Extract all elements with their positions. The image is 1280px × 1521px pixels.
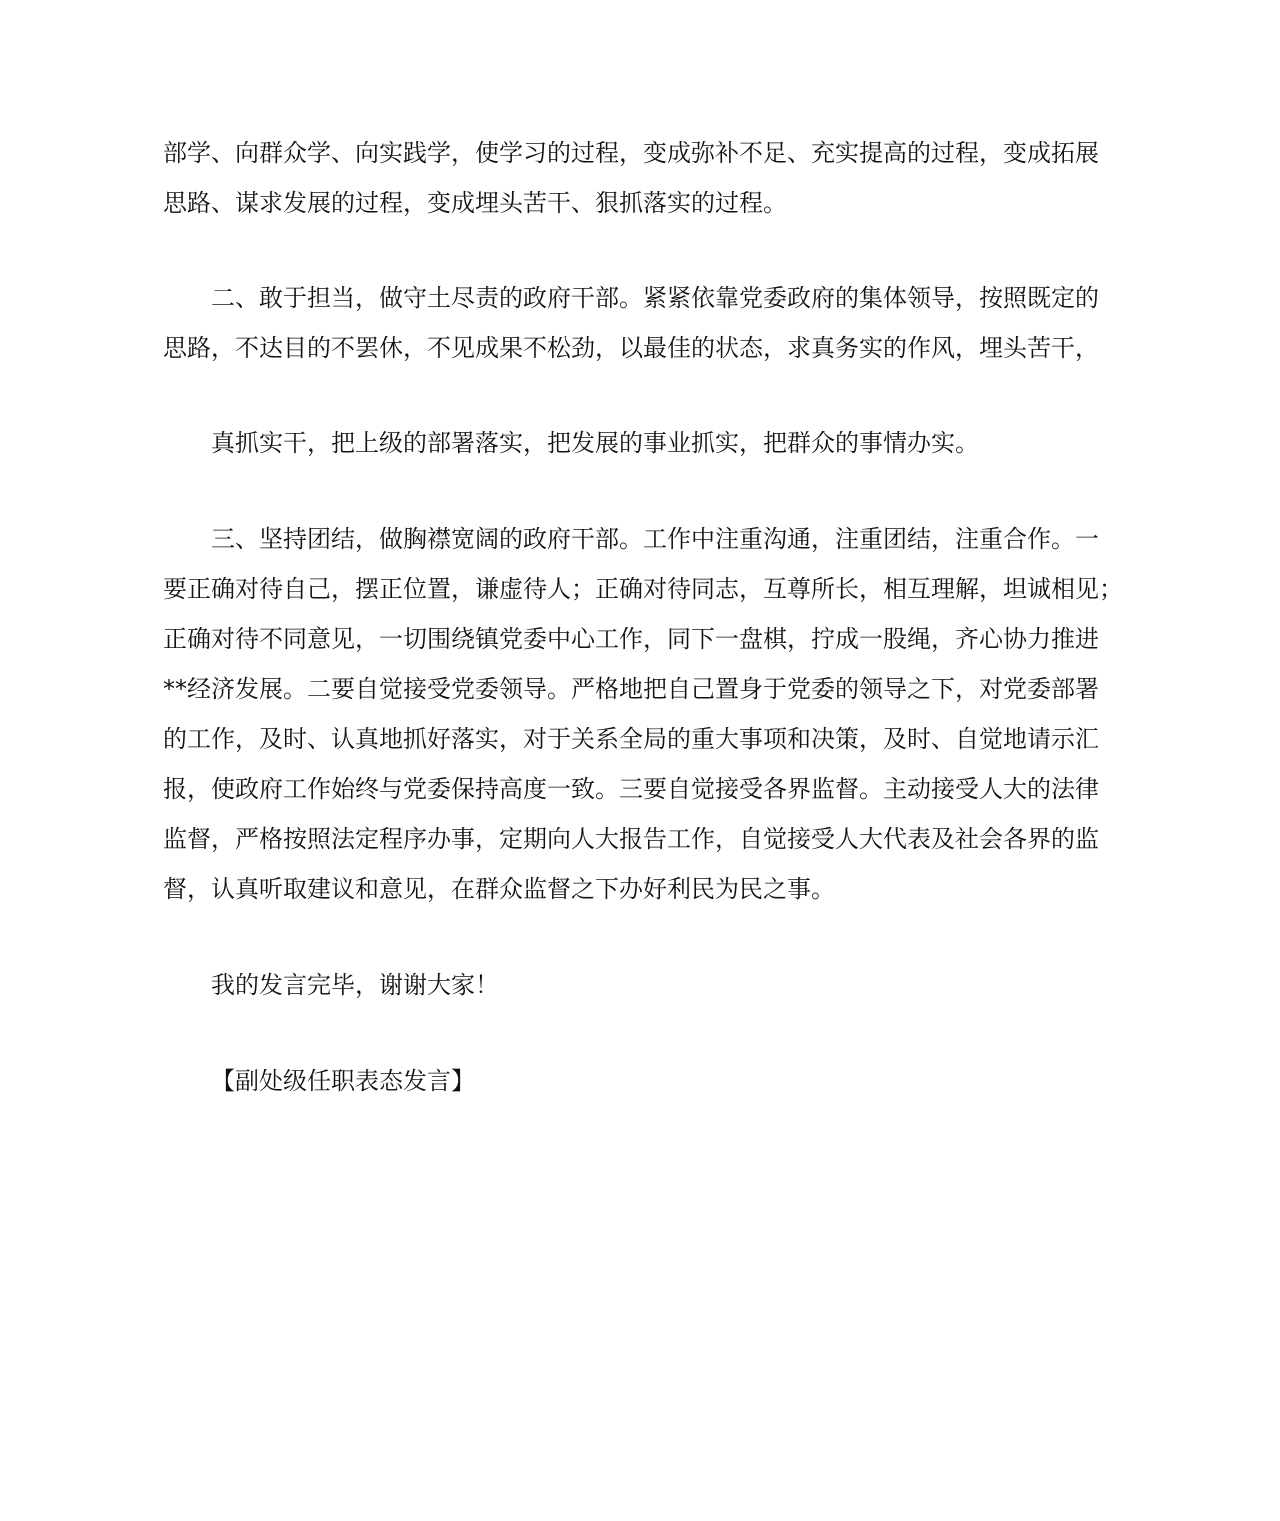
text-line: **经济发展。二要自觉接受党委领导。严格地把自己置身于党委的领导之下，对党委部署 [163, 675, 1099, 703]
text-line: 督，认真听取建议和意见，在群众监督之下办好利民为民之事。 [163, 875, 835, 903]
text-line: 思路，不达目的不罢休，不见成果不松劲，以最佳的状态，求真务实的作风，埋头苦干， [163, 334, 1099, 362]
paragraph-continuation [163, 128, 1123, 228]
text-line: 部学、向群众学、向实践学，使学习的过程，变成弥补不足、充实提高的过程，变成拓展 [163, 139, 1099, 167]
text-line: 我的发言完毕，谢谢大家！ [211, 971, 499, 999]
paragraph-closing [163, 960, 1123, 1010]
text-line: 的工作，及时、认真地抓好落实，对于关系全局的重大事项和决策，及时、自觉地请示汇 [163, 725, 1099, 753]
text-line: 要正确对待自己，摆正位置，谦虚待人；正确对待同志，互尊所长，相互理解，坦诚相见； [163, 575, 1123, 603]
text-line: 报，使政府工作始终与党委保持高度一致。三要自觉接受各界监督。主动接受人大的法律 [163, 775, 1099, 803]
text-line: 思路、谋求发展的过程，变成埋头苦干、狠抓落实的过程。 [163, 189, 787, 217]
paragraph-section-three [163, 514, 1123, 914]
paragraph-section-two-continued [163, 418, 1123, 468]
text-line: 正确对待不同意见，一切围绕镇党委中心工作，同下一盘棋，拧成一股绳，齐心协力推进 [163, 625, 1099, 653]
text-line: 真抓实干，把上级的部署落实，把发展的事业抓实，把群众的事情办实。 [211, 429, 979, 457]
text-line: 二、敢于担当，做守土尽责的政府干部。紧紧依靠党委政府的集体领导，按照既定的 [211, 284, 1099, 312]
text-line: 三、坚持团结，做胸襟宽阔的政府干部。工作中注重沟通，注重团结，注重合作。一 [211, 525, 1099, 553]
paragraph-section-two [163, 273, 1123, 373]
next-section-title [163, 1056, 1123, 1106]
section-title: 【副处级任职表态发言】 [211, 1067, 475, 1095]
text-line: 监督，严格按照法定程序办事，定期向人大报告工作，自觉接受人大代表及社会各界的监 [163, 825, 1099, 853]
